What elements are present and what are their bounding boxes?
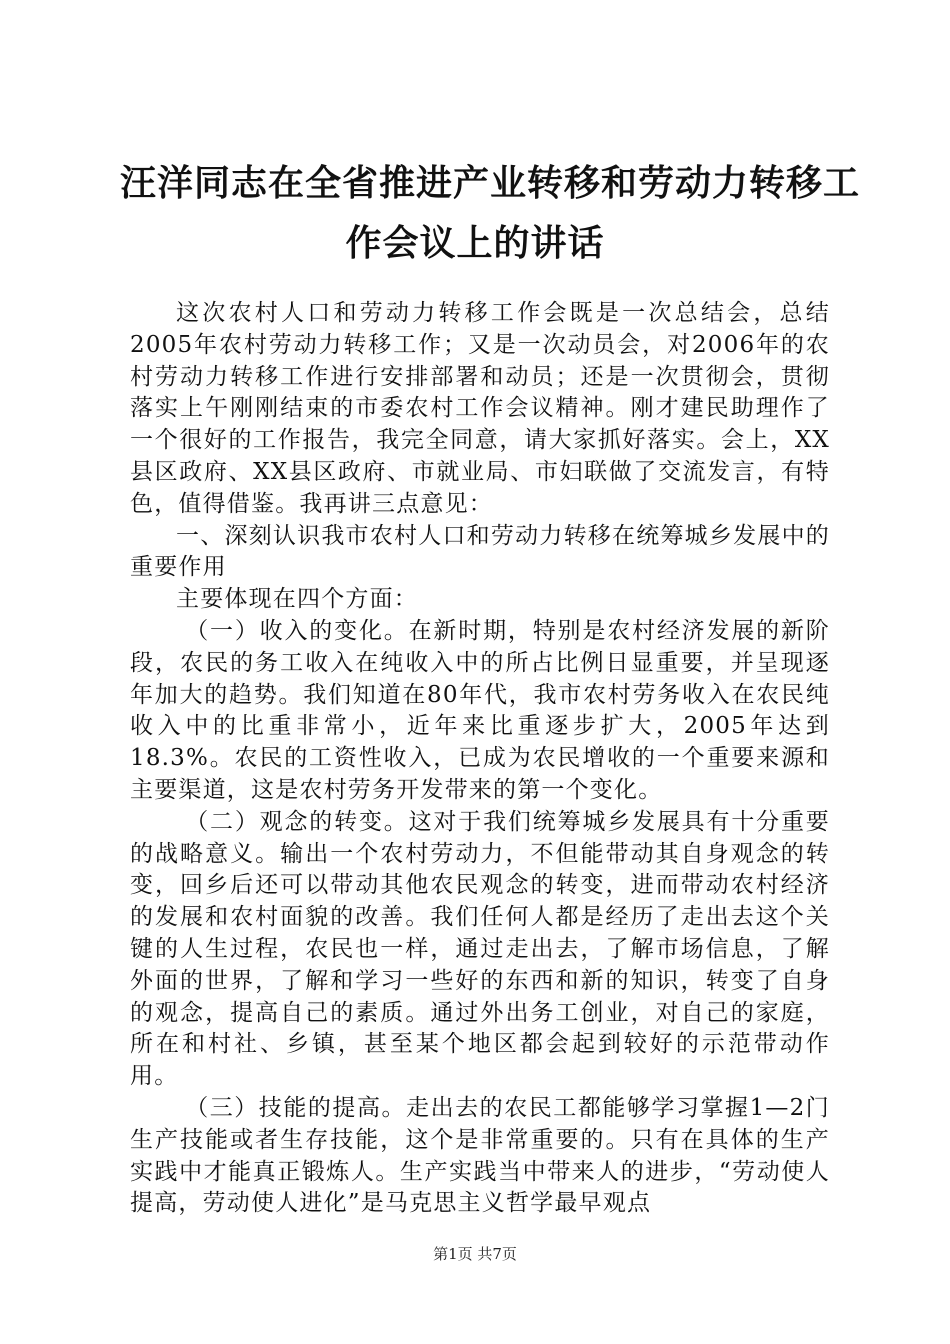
document-title-line-2: 作会议上的讲话	[345, 223, 605, 264]
document-title-line-1: 汪洋同志在全省推进产业转移和劳动力转移工	[120, 163, 861, 204]
page-number-footer: 第1页 共7页	[433, 1245, 517, 1263]
paragraph-skill-improvement: （三）技能的提高。走出去的农民工都能够学习掌握1—2门生产技能或者生存技能，这个是非常重要的。只有在具体的生产实践中才能真正锻炼人。生产实践当中带来人的进步，“劳动使人提高，劳动使人进化”是马克思主义哲学最早观点	[130, 1094, 830, 1217]
paragraph-four-aspects: 主要体现在四个方面：	[176, 586, 418, 613]
section-heading-1: 一、深刻认识我市农村人口和劳动力转移在统筹城乡发展中的重要作用	[130, 522, 830, 581]
paragraph-intro: 这次农村人口和劳动力转移工作会既是一次总结会，总结2005年农村劳动力转移工作；又是一次动员会，对2006年的农村劳动力转移工作进行安排部署和动员；还是一次贯彻会，贯彻落实上午刚刚结束的市委农村工作会议精神。刚才建民助理作了一个很好的工作报告，我完全同意，请大家抓好落实。会上，XX县区政府、XX县区政府、市就业局、市妇联做了交流发言，有特色，值得借鉴。我再讲三点意见：	[130, 300, 830, 517]
paragraph-concept-change: （二）观念的转变。这对于我们统筹城乡发展具有十分重要的战略意义。输出一个农村劳动力，不但能带动其自身观念的转变，回乡后还可以带动其他农民观念的转变，进而带动农村经济的发展和农村面貌的改善。我们任何人都是经历了走出去这个关键的人生过程，农民也一样，通过走出去，了解市场信息，了解外面的世界，了解和学习一些好的东西和新的知识，转变了自身的观念，提高自己的素质。通过外出务工创业，对自己的家庭，所在和村社、乡镇，甚至某个地区都会起到较好的示范带动作用。	[130, 808, 830, 1090]
document-body	[130, 298, 830, 1220]
paragraph-income-change: （一）收入的变化。在新时期，特别是农村经济发展的新阶段，农民的务工收入在纯收入中的所占比例日显重要，并呈现逐年加大的趋势。我们知道在80年代，我市农村劳务收入在农民纯收入中的比重非常小，近年来比重逐步扩大，2005年达到18.3%。农民的工资性收入，已成为农民增收的一个重要来源和主要渠道，这是农村劳务开发带来的第一个变化。	[130, 617, 830, 803]
